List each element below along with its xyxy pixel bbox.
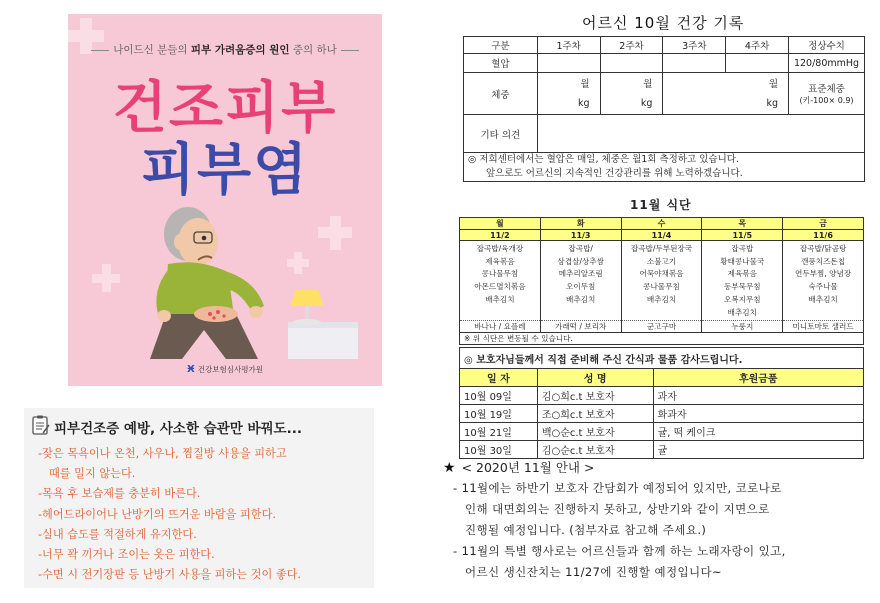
bp-cell-week1 [537, 54, 600, 73]
menu-item: 배추김치 [727, 307, 757, 317]
bp-cell-week3 [663, 54, 726, 73]
poster-title-line1: 건조피부 [112, 76, 338, 141]
meal-menu-wed [621, 241, 702, 321]
donation-name: 백○순c.t 보호자 [537, 423, 653, 441]
col-header-week4: 4주차 [726, 37, 789, 54]
bp-cell-week2 [600, 54, 663, 73]
menu-item: 오복지무침 [723, 294, 761, 304]
menu-item: 콩나물무침 [643, 282, 680, 292]
skin-tips-box [24, 408, 374, 588]
donation-name: 김○희c.t 보호자 [537, 387, 653, 405]
star-icon: ★ [443, 460, 456, 476]
meal-menu-tue [540, 241, 621, 321]
weight-month-cell-1 [537, 73, 600, 94]
other-opinion-cell [537, 115, 864, 153]
table-row [460, 387, 864, 405]
menu-item: 배추김치 [485, 294, 515, 304]
menu-item: 삼겹살/상추쌈 [557, 256, 604, 266]
meal-snack: 미니토마토 샐러드 [783, 321, 864, 333]
health-record-title: 어르신 10월 건강 기록 [582, 14, 745, 32]
month-unit: 월 [643, 79, 653, 91]
poster-logo [68, 364, 382, 375]
menu-item: 오이무침 [566, 282, 596, 292]
row-label-bp: 혈압 [464, 54, 538, 73]
poster-subtitle-pre: 나이드신 분들의 [113, 44, 188, 56]
health-record-table [463, 36, 865, 182]
meal-title: 11월 식단 [630, 198, 692, 212]
meal-snack: 바나나 / 요플레 [460, 321, 541, 333]
donation-item: 귤 [653, 441, 863, 459]
weight-kg-cell-2 [600, 94, 663, 115]
donation-header-name: 성 명 [537, 369, 653, 387]
menu-item: 제육볶음 [485, 256, 515, 266]
menu-item: 동부묵무침 [723, 282, 761, 292]
health-note-line1: ◎ 저희센터에서는 혈압은 매일, 체중은 월1회 측정하고 있습니다. [468, 154, 739, 165]
poster-subtitle [68, 42, 382, 57]
row-label-other: 기타 의견 [464, 115, 538, 153]
std-weight-formula: (키-100× 0.9) [799, 96, 854, 105]
kg-unit: kg [640, 98, 653, 110]
health-note-line2: 앞으로도 어르신의 지속적인 건강관리를 위해 노력하겠습니다. [486, 168, 743, 179]
weight-month-cell-3 [663, 73, 789, 94]
donation-name: 조○희c.t 보호자 [537, 405, 653, 423]
bp-cell-week4 [726, 54, 789, 73]
menu-item: 잡곡밥/ [568, 244, 593, 253]
std-weight-cell [789, 73, 865, 115]
menu-item: 콩나물무침 [481, 269, 519, 279]
meal-snack: 가래떡 / 보리차 [540, 321, 621, 333]
menu-item: 잡곡밥/육개장 [476, 244, 524, 253]
menu-item: 잡곡밥/닭곰탕 [799, 244, 847, 253]
donation-item: 귤, 떡 케이크 [653, 423, 863, 441]
menu-item: 잡곡밥/두부된장국 [630, 244, 693, 253]
meal-snack: 군고구마 [621, 321, 702, 333]
notice-heading-row [443, 458, 873, 476]
november-notice [443, 458, 873, 583]
poster-logo-text: 건강보험심사평가원 [197, 365, 263, 374]
donation-date: 10월 09일 [460, 387, 538, 405]
menu-item: 황태콩나물국 [720, 256, 765, 266]
donation-date: 10월 21일 [460, 423, 538, 441]
menu-item: 깬풍치즈돈칩 [801, 256, 846, 266]
meal-day-header: 목 [702, 218, 783, 230]
menu-item: 잡곡밥 [731, 244, 754, 253]
hira-logo-icon: Ӿ [187, 364, 195, 375]
notice-paragraph-1 [443, 478, 873, 541]
row-label-weight: 체중 [464, 73, 538, 115]
col-header-category: 구분 [464, 37, 538, 54]
tip-item: -실내 습도를 적절하게 유지한다. [38, 527, 197, 541]
meal-menu-fri [783, 241, 864, 321]
table-row [460, 423, 864, 441]
donation-caption: ◎ 보호자님들께서 직접 준비해 주신 간식과 물품 감사드립니다. [460, 348, 864, 369]
tip-item-continuation [38, 464, 373, 484]
menu-item: 제육볶음 [727, 269, 757, 279]
menu-item: 어묵야채볶음 [639, 269, 684, 279]
std-weight-label: 표준체중 [808, 84, 845, 95]
donation-table [459, 347, 864, 459]
meal-day-header: 수 [621, 218, 702, 230]
table-row [460, 441, 864, 459]
meal-date-header: 11/4 [621, 230, 702, 241]
notice-paragraph-2 [443, 541, 873, 583]
meal-day-header: 화 [540, 218, 621, 230]
menu-item: 메추리알조림 [558, 269, 603, 279]
notice-heading: < 2020년 11월 안내 > [461, 460, 595, 475]
elderly-man-illustration [138, 194, 358, 359]
tip-continuation-text: 때를 밀지 않는다. [49, 467, 136, 481]
meal-date-header: 11/5 [702, 230, 783, 241]
tip-item: -목욕 후 보습제를 충분히 바른다. [38, 487, 201, 501]
meal-date-header: 11/2 [460, 230, 541, 241]
notice-line: - 11월의 특별 행사로는 어르신들과 함께 하는 노래자랑이 있고, [453, 544, 786, 558]
tips-heading: 피부건조증 예방, 사소한 습관만 바꿔도... [54, 421, 302, 437]
meal-table [459, 217, 864, 345]
bp-normal-value: 120/80mmHg [789, 54, 865, 73]
meal-day-header: 금 [783, 218, 864, 230]
donation-header-date: 일 자 [460, 369, 538, 387]
notice-line: 진행될 예정입니다. (첨부자료 참고해 주세요.) [465, 523, 707, 537]
menu-item: 소불고기 [646, 256, 677, 266]
meal-footnote: ※ 위 식단은 변동될 수 있습니다. [460, 333, 864, 345]
tip-item: -헤어드라이어나 난방기의 뜨거운 바람을 피한다. [38, 507, 276, 521]
month-unit: 월 [768, 79, 778, 91]
donation-header-item: 후원금품 [653, 369, 863, 387]
tip-item: -수면 시 전기장판 등 난방기 사용을 피하는 것이 좋다. [38, 568, 301, 582]
poster-subtitle-post: 중의 하나 [292, 44, 337, 56]
tips-list [38, 444, 373, 585]
donation-name: 김○순c.t 보호자 [537, 441, 653, 459]
menu-item: 숙주나물 [808, 282, 838, 292]
donation-date: 10월 30일 [460, 441, 538, 459]
menu-item: 배추김치 [808, 294, 838, 304]
poster-subtitle-bold: 피부 가려움증의 원인 [190, 44, 290, 56]
skin-poster [68, 14, 382, 386]
meal-date-header: 11/6 [783, 230, 864, 241]
meal-snack: 누룽지 [702, 321, 783, 333]
weight-kg-cell-1 [537, 94, 600, 115]
menu-item: 배추김치 [566, 294, 596, 304]
col-header-normal: 정상수치 [789, 37, 865, 54]
table-row [460, 405, 864, 423]
health-note [464, 153, 865, 182]
month-unit: 월 [580, 79, 590, 91]
menu-item: 연두부찜, 양념장 [795, 269, 852, 279]
tip-item: -너무 꽉 끼거나 조이는 옷은 피한다. [38, 548, 215, 562]
weight-month-cell-2 [600, 73, 663, 94]
col-header-week2: 2주차 [600, 37, 663, 54]
poster-title-line2: 피부염 [140, 138, 310, 203]
notice-line: 인해 대면회의는 진행하지 못하고, 상반기와 같이 지면으로 [465, 502, 770, 516]
menu-item: 아몬드멸치볶음 [474, 282, 526, 292]
meal-menu-thu [702, 241, 783, 321]
clipboard-icon [32, 415, 50, 435]
donation-date: 10월 19일 [460, 405, 538, 423]
meal-day-header: 월 [460, 218, 541, 230]
tip-item: -잦은 목욕이나 온천, 사우나, 찜질방 사용을 피하고 [38, 447, 287, 460]
col-header-week1: 1주차 [537, 37, 600, 54]
notice-line: - 11월에는 하반기 보호자 간담회가 예정되어 있지만, 코로나로 [453, 481, 782, 495]
donation-item: 화과자 [653, 405, 863, 423]
weight-kg-cell-3 [663, 94, 789, 115]
menu-item: 배추김치 [646, 294, 677, 304]
notice-line: 어르신 생신잔치는 11/27에 진행할 예정입니다~ [465, 565, 723, 579]
donation-item: 과자 [653, 387, 863, 405]
meal-menu-mon [460, 241, 541, 321]
meal-date-header: 11/3 [540, 230, 621, 241]
kg-unit: kg [578, 98, 590, 110]
kg-unit: kg [766, 98, 778, 110]
col-header-week3: 3주차 [663, 37, 726, 54]
